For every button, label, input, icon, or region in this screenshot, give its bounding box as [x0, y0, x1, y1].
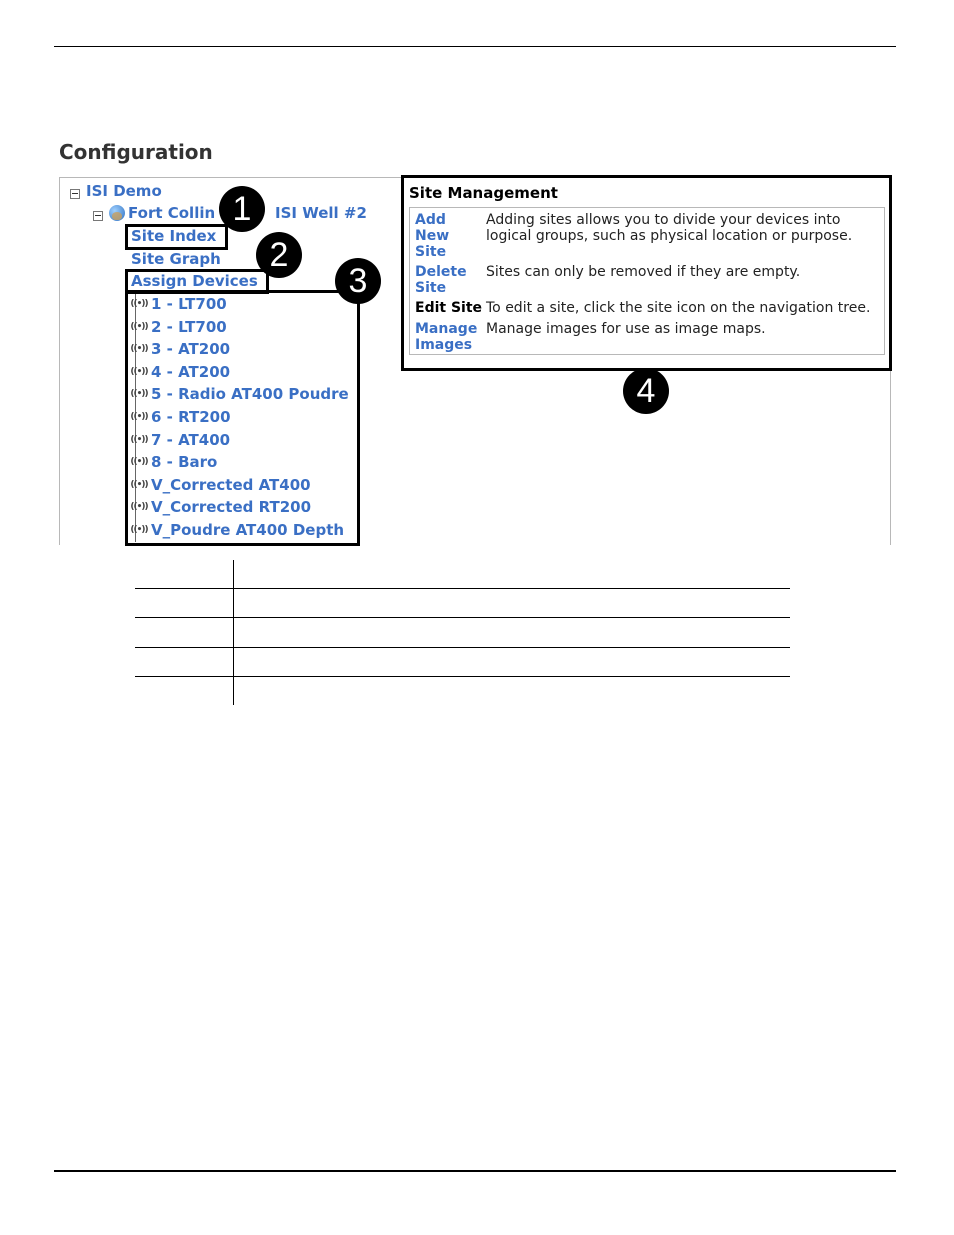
device-signal-icon: ((•)) [130, 322, 148, 332]
tree-device-item[interactable]: V_Corrected RT200 [151, 498, 312, 516]
tree-device-item[interactable]: 8 - Baro [151, 453, 218, 471]
page-title: Configuration [59, 140, 213, 164]
device-signal-icon: ((•)) [130, 299, 148, 309]
edit-site-label: Edit Site [415, 300, 483, 316]
table-row-divider [135, 647, 790, 648]
table-row-divider [135, 676, 790, 677]
delete-site-description: Sites can only be removed if they are empty. [486, 264, 801, 280]
site-management-title: Site Management [409, 184, 558, 202]
device-signal-icon: ((•)) [130, 435, 148, 445]
add-new-site-description: Adding sites allows you to divide your devices into logical groups, such as physical location or purpose. [486, 212, 853, 244]
edit-site-description: To edit a site, click the site icon on the navigation tree. [486, 300, 871, 316]
callout-1: 1 [219, 186, 265, 232]
callout-box-site-index [125, 224, 228, 250]
footer-rule [54, 1170, 896, 1172]
tree-device-item[interactable]: 1 - LT700 [151, 295, 227, 313]
tree-device-item[interactable]: 6 - RT200 [151, 408, 231, 426]
header-rule [54, 46, 896, 47]
tree-site-isi-well[interactable]: ISI Well #2 [275, 204, 367, 222]
collapse-icon[interactable] [93, 211, 103, 221]
table-row-divider [135, 588, 790, 589]
callout-box-device-list [125, 290, 360, 546]
tree-device-item[interactable]: V_Poudre AT400 Depth [151, 521, 345, 539]
manage-images-link[interactable]: Manage Images [415, 321, 478, 353]
tree-site-fort-collins[interactable]: Fort Collin [128, 204, 216, 222]
site-management-table [409, 207, 885, 355]
device-signal-icon: ((•)) [130, 412, 148, 422]
tree-device-item[interactable]: 7 - AT400 [151, 431, 231, 449]
tree-device-item[interactable]: 2 - LT700 [151, 318, 227, 336]
device-signal-icon: ((•)) [130, 457, 148, 467]
manage-images-description: Manage images for use as image maps. [486, 321, 766, 337]
table-row-divider [135, 617, 790, 618]
tree-assign-devices[interactable]: Assign Devices [131, 272, 258, 290]
collapse-icon[interactable] [70, 189, 80, 199]
device-signal-icon: ((•)) [130, 525, 148, 535]
tree-site-graph[interactable]: Site Graph [131, 250, 221, 268]
device-signal-icon: ((•)) [130, 367, 148, 377]
callout-3: 3 [335, 258, 381, 304]
device-signal-icon: ((•)) [130, 389, 148, 399]
site-management-panel [401, 175, 892, 371]
tree-site-index[interactable]: Site Index [131, 227, 217, 245]
globe-icon[interactable] [109, 205, 125, 221]
tree-device-item[interactable]: V_Corrected AT400 [151, 476, 311, 494]
callout-4: 4 [623, 368, 669, 414]
delete-site-link[interactable]: Delete Site [415, 264, 467, 296]
tree-device-item[interactable]: 3 - AT200 [151, 340, 231, 358]
device-signal-icon: ((•)) [130, 480, 148, 490]
add-new-site-link[interactable]: Add New Site [415, 212, 450, 260]
tree-device-item[interactable]: 5 - Radio AT400 Poudre [151, 385, 349, 403]
device-signal-icon: ((•)) [130, 344, 148, 354]
tree-device-item[interactable]: 4 - AT200 [151, 363, 231, 381]
tree-root-isi-demo[interactable]: ISI Demo [86, 182, 162, 200]
callout-2: 2 [256, 232, 302, 278]
table-column-divider [233, 560, 234, 705]
device-signal-icon: ((•)) [130, 502, 148, 512]
